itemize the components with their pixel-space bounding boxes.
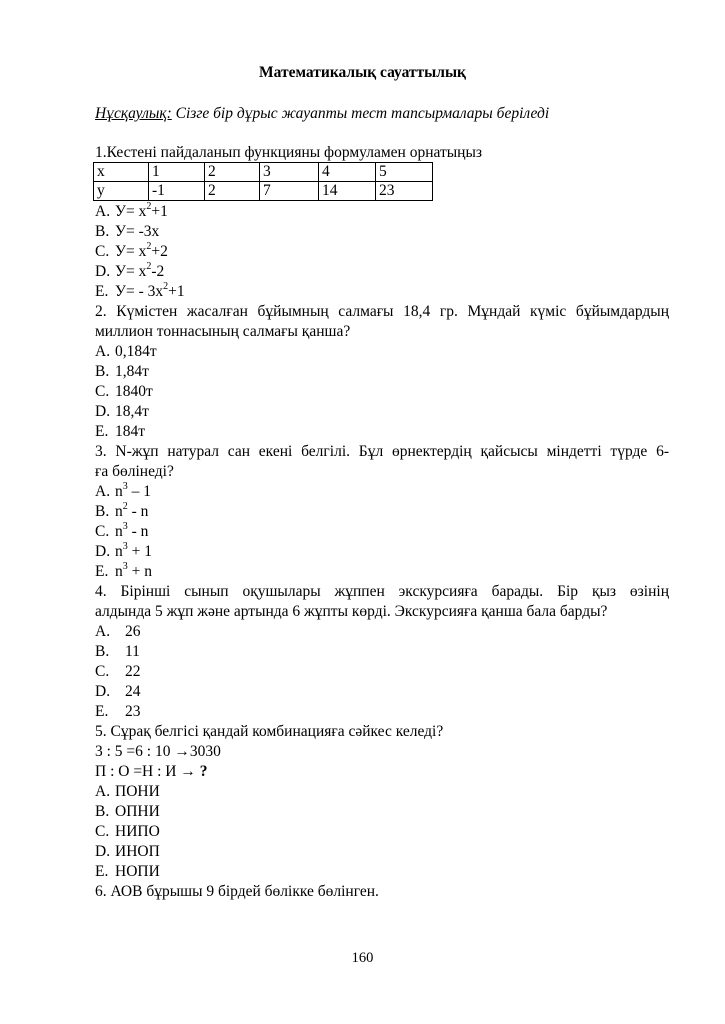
option-text: ИНОП (115, 843, 160, 860)
option-letter: E. (95, 283, 109, 300)
answer-option (95, 282, 185, 302)
option-superscript: 2 (163, 280, 169, 292)
page-number: 160 (351, 950, 374, 966)
option-text: 1,84т (115, 363, 149, 380)
table-cell: -1 (149, 182, 205, 201)
option-letter: A. (95, 623, 111, 640)
question-3-line-2: ға бөлінеді? (95, 463, 174, 480)
answer-option (95, 402, 149, 422)
answer-option (95, 242, 168, 262)
instruction-label: Нұсқаулық: (95, 105, 172, 122)
option-superscript: 2 (122, 500, 128, 512)
table-cell: 5 (376, 163, 433, 182)
option-superscript: 2 (146, 200, 152, 212)
table-cell: 4 (319, 163, 376, 182)
option-text: У= x (115, 243, 147, 260)
answer-option (95, 382, 153, 402)
option-letter: B. (95, 223, 110, 240)
answer-option (95, 562, 152, 582)
option-superscript: 3 (122, 560, 128, 572)
option-text: + 1 (127, 543, 152, 560)
option-text: НИПО (115, 823, 160, 840)
table-row-x (94, 163, 433, 182)
option-superscript: 2 (146, 240, 152, 252)
option-letter: A. (95, 203, 111, 220)
option-text: n (115, 563, 123, 580)
option-letter: D. (95, 843, 111, 860)
option-text: n (115, 543, 123, 560)
option-letter: D. (95, 263, 111, 280)
option-letter: B. (95, 803, 110, 820)
question-2-line-1: 2. Күмістен жасалған бұйымның салмағы 18,4 гр. Мұндай күміс бұйымдардың (95, 303, 669, 320)
option-letter: C. (95, 823, 110, 840)
option-letter: C. (95, 663, 110, 680)
answer-option (95, 222, 159, 242)
answer-option (95, 862, 160, 882)
table-cell: 14 (319, 182, 376, 201)
table-cell: 2 (205, 182, 260, 201)
answer-option (95, 822, 160, 842)
question-5-pattern: П : О =Н : И → (95, 763, 200, 780)
option-letter: A. (95, 343, 111, 360)
instruction (95, 104, 549, 124)
page-title: Математикалық сауаттылық (259, 64, 466, 81)
option-text: 11 (125, 643, 140, 660)
option-text: ОПНИ (115, 803, 160, 820)
option-text: 26 (125, 623, 141, 640)
option-text: У= - 3x (115, 283, 164, 300)
option-letter: B. (95, 503, 110, 520)
answer-option (95, 662, 141, 682)
answer-option (95, 342, 157, 362)
option-text: - n (127, 523, 149, 540)
question-3-line-1: 3. N-жұп натурал сан екені белгілі. Бұл өрнектердің қайсысы міндетті түрде 6- (95, 443, 669, 460)
option-letter: E. (95, 703, 109, 720)
answer-option (95, 642, 140, 662)
option-letter: D. (95, 543, 111, 560)
answer-option (95, 542, 152, 562)
option-text: У= x (115, 263, 147, 280)
question-4-line-1: 4. Бірінші сынып оқушылары жұппен экскурсияға барады. Бір қыз өзінің (95, 583, 669, 600)
question-4-line-2: алдында 5 жұп және артында 6 жұпты көрді. Экскурсияға қанша бала барды? (95, 603, 608, 620)
instruction-text: Сізге бір дұрыс жауапты тест тапсырмалары беріледі (171, 105, 550, 122)
option-text: – 1 (127, 483, 151, 500)
answer-option (95, 422, 145, 442)
option-letter: E. (95, 863, 109, 880)
option-text: 22 (125, 663, 141, 680)
option-text: + n (127, 563, 152, 580)
option-letter: C. (95, 383, 110, 400)
answer-option (95, 782, 160, 802)
option-letter: C. (95, 523, 110, 540)
table-cell: 2 (205, 163, 260, 182)
option-superscript: 3 (122, 520, 128, 532)
option-text: 18,4т (115, 403, 149, 420)
option-text: 24 (125, 683, 141, 700)
option-letter: B. (95, 643, 110, 660)
answer-option (95, 622, 141, 642)
option-text: +1 (151, 203, 168, 220)
option-text: +1 (168, 283, 185, 300)
option-letter: A. (95, 483, 111, 500)
option-letter: D. (95, 403, 111, 420)
table-cell: 7 (260, 182, 319, 201)
option-text: У= -3x (115, 223, 160, 240)
option-letter: B. (95, 363, 110, 380)
option-text: 184т (115, 423, 146, 440)
option-text: +2 (151, 243, 168, 260)
answer-option (95, 202, 168, 222)
table-cell: 23 (376, 182, 433, 201)
option-text: НОПИ (115, 863, 160, 880)
option-superscript: 3 (122, 540, 128, 552)
answer-option (95, 522, 148, 542)
function-table (93, 162, 433, 201)
table-cell: x (94, 163, 149, 182)
question-5-line-3 (95, 762, 208, 782)
question-5-line-2: 3 : 5 =6 : 10 →3030 (95, 743, 221, 760)
option-text: - n (127, 503, 149, 520)
answer-option (95, 502, 148, 522)
question-1-text: 1.Кестені пайдаланып функцияны формуламен орнатыңыз (95, 144, 483, 161)
option-text: ПОНИ (115, 783, 160, 800)
answer-option (95, 682, 141, 702)
question-5-line-1: 5. Сұрақ белгісі қандай комбинацияға сәйкес келеді? (95, 723, 444, 740)
option-text: 1840т (115, 383, 153, 400)
table-row-y (94, 182, 433, 201)
answer-option (95, 482, 151, 502)
question-mark: ? (199, 763, 208, 780)
answer-option (95, 802, 160, 822)
option-text: n (115, 523, 123, 540)
option-text: 23 (125, 703, 141, 720)
option-text: 0,184т (115, 343, 157, 360)
option-letter: A. (95, 783, 111, 800)
option-letter: E. (95, 563, 109, 580)
answer-option (95, 362, 149, 382)
question-6-text: 6. АОВ бұрышы 9 бірдей бөлікке бөлінген. (95, 883, 379, 900)
option-text: n (115, 483, 123, 500)
table-cell: y (94, 182, 149, 201)
option-letter: C. (95, 243, 110, 260)
answer-option (95, 842, 160, 862)
option-text: n (115, 503, 123, 520)
answer-option (95, 702, 141, 722)
table-cell: 3 (260, 163, 319, 182)
option-letter: D. (95, 683, 111, 700)
option-superscript: 3 (122, 480, 128, 492)
option-text: У= x (115, 203, 147, 220)
option-superscript: 2 (146, 260, 152, 272)
option-text: -2 (151, 263, 165, 280)
table-cell: 1 (149, 163, 205, 182)
answer-option (95, 262, 164, 282)
question-2-line-2: миллион тоннасының салмағы қанша? (95, 323, 351, 340)
option-letter: E. (95, 423, 109, 440)
